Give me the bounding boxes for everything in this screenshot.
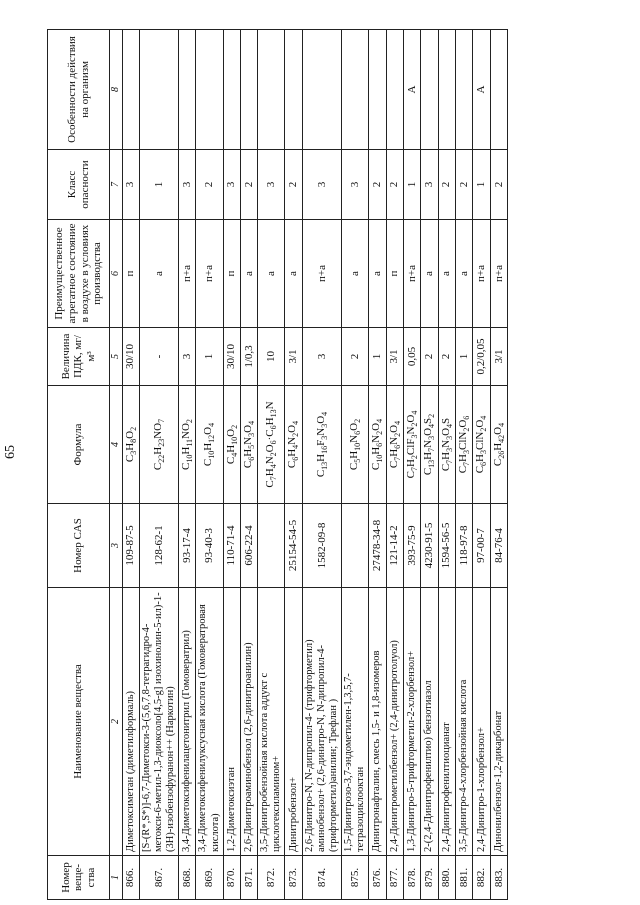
hazard-class: 1 (473, 150, 490, 220)
substance-name: [S-(R*,S*)]-6,7-Диметокси-3-(5,6,7,8-тетрагидро-4-метокси-6-метил-1,3-диоксоло[4,5-g] изохинолин-5-ил)-1-(3Н)-изобензофуранон++ (Наркотин) (139, 588, 178, 856)
col-index: 4 (110, 386, 123, 504)
table-container (47, 30, 627, 900)
table-row (456, 30, 473, 900)
chemical-formula: $C_{10}H_6N_2O_4$ (369, 386, 386, 504)
substance-number: 869. (196, 856, 223, 900)
substance-name: 1,5-Динитрозо-3,7-эндометилен-1,3,5,7- тетразоциклооктан (342, 588, 369, 856)
aggregate-state: п+а (403, 220, 420, 328)
cas-number: 110-71-4 (223, 504, 240, 588)
substance-number: 881. (456, 856, 473, 900)
hazard-class: 3 (342, 150, 369, 220)
substance-name: 2,4-Динитро-1-хлорбензол+ (473, 588, 490, 856)
substance-name: 1,3-Динитро-5-трифторметил-2-хлорбензол+ (403, 588, 420, 856)
substance-number: 877. (386, 856, 403, 900)
substance-number: 882. (473, 856, 490, 900)
chemical-formula: $C_{26}H_{42}O_4$ (490, 386, 507, 504)
aggregate-state: п+а (302, 220, 341, 328)
pdk-value: - (139, 328, 178, 386)
effect-note: А (473, 30, 490, 150)
table-row (438, 30, 455, 900)
substance-number: 868. (179, 856, 196, 900)
pdk-value: 10 (258, 328, 285, 386)
table-row (285, 30, 302, 900)
chemical-formula: $C_{22}H_{23}NO_7$ (139, 386, 178, 504)
substance-name: 2,4-Динитрометилбензол+ (2,4-динитротолуол) (386, 588, 403, 856)
aggregate-state: а (285, 220, 302, 328)
hazard-class: 3 (421, 150, 438, 220)
aggregate-state: п+а (196, 220, 223, 328)
substance-name: 1,2-Диметоксиэтан (223, 588, 240, 856)
effect-note (122, 30, 139, 150)
col-index: 1 (110, 856, 123, 900)
pdk-value: 3 (302, 328, 341, 386)
substance-number: 878. (403, 856, 420, 900)
cas-number: 27478-34-8 (369, 504, 386, 588)
chemical-formula: $C_7H_4N_2O_6\cdot C_6H_{13}N$ (258, 386, 285, 504)
pdk-value: 2 (421, 328, 438, 386)
aggregate-state: а (369, 220, 386, 328)
col-header-state: Преимущественное агрегатное состояние в воздухе в условиях производства (48, 220, 110, 328)
col-header-formula: Формула (48, 386, 110, 504)
table-row (302, 30, 341, 900)
table-row (369, 30, 386, 900)
col-index: 8 (110, 30, 123, 150)
cas-number: 606-22-4 (240, 504, 257, 588)
index-row (110, 30, 123, 900)
cas-number: 97-00-7 (473, 504, 490, 588)
substance-number: 875. (342, 856, 369, 900)
chemical-formula: $C_6H_5N_3O_4$ (240, 386, 257, 504)
effect-note (139, 30, 178, 150)
effect-note (179, 30, 196, 150)
aggregate-state: а (139, 220, 178, 328)
col-index: 2 (110, 588, 123, 856)
effect-note (490, 30, 507, 150)
cas-number: 118-97-8 (456, 504, 473, 588)
substance-name: 3,4-Диметоксифенилуксусная кислота (Гомовератровая кислота) (196, 588, 223, 856)
table-row (179, 30, 196, 900)
effect-note (342, 30, 369, 150)
aggregate-state: а (421, 220, 438, 328)
chemical-formula: $C_6H_3ClN_2O_4$ (473, 386, 490, 504)
aggregate-state: п+а (179, 220, 196, 328)
effect-note: А (403, 30, 420, 150)
effect-note (421, 30, 438, 150)
substance-name: 2,6-Динитроаминобензол (2,6-динитроанилин) (240, 588, 257, 856)
aggregate-state: а (456, 220, 473, 328)
chemical-formula: $C_7H_3ClN_2O_6$ (456, 386, 473, 504)
cas-number: 1594-56-5 (438, 504, 455, 588)
substances-table (47, 29, 508, 900)
chemical-formula: $C_6H_4N_2O_4$ (285, 386, 302, 504)
hazard-class: 3 (179, 150, 196, 220)
col-header-name: Наименование вещества (48, 588, 110, 856)
substance-number: 873. (285, 856, 302, 900)
cas-number: 128-62-1 (139, 504, 178, 588)
pdk-value: 0,2/0,05 (473, 328, 490, 386)
substance-number: 871. (240, 856, 257, 900)
col-index: 3 (110, 504, 123, 588)
hazard-class: 2 (240, 150, 257, 220)
chemical-formula: $C_7H_2ClF_3N_2O_4$ (403, 386, 420, 504)
table-row (490, 30, 507, 900)
cas-number (342, 504, 369, 588)
cas-number: 393-75-9 (403, 504, 420, 588)
aggregate-state: а (438, 220, 455, 328)
table-row (223, 30, 240, 900)
col-header-number: Номер веще-ства (48, 856, 110, 900)
chemical-formula: $C_7H_6N_2O_4$ (386, 386, 403, 504)
effect-note (302, 30, 341, 150)
pdk-value: 3/1 (490, 328, 507, 386)
table-row (196, 30, 223, 900)
table-row (258, 30, 285, 900)
col-header-class: Класс опасности (48, 150, 110, 220)
pdk-value: 30/10 (223, 328, 240, 386)
substance-name: Динитронафталин, смесь 1,5- и 1,8-изомеров (369, 588, 386, 856)
hazard-class: 2 (369, 150, 386, 220)
substance-number: 876. (369, 856, 386, 900)
pdk-value: 1 (196, 328, 223, 386)
table-row (386, 30, 403, 900)
effect-note (285, 30, 302, 150)
table-row (421, 30, 438, 900)
effect-note (386, 30, 403, 150)
table-row (122, 30, 139, 900)
cas-number (258, 504, 285, 588)
cas-number: 93-40-3 (196, 504, 223, 588)
hazard-class: 1 (139, 150, 178, 220)
substance-number: 866. (122, 856, 139, 900)
pdk-value: 2 (438, 328, 455, 386)
table-row (473, 30, 490, 900)
chemical-formula: $C_7H_3N_3O_4S$ (438, 386, 455, 504)
substance-number: 880. (438, 856, 455, 900)
page-number: 65 (3, 445, 18, 459)
col-index: 7 (110, 150, 123, 220)
pdk-value: 1 (369, 328, 386, 386)
hazard-class: 2 (386, 150, 403, 220)
pdk-value: 3/1 (285, 328, 302, 386)
cas-number: 109-87-5 (122, 504, 139, 588)
aggregate-state: п (386, 220, 403, 328)
substance-name: Динитробензол+ (285, 588, 302, 856)
table-row (403, 30, 420, 900)
substance-name: 3,5-Динитробензойная кислота аддукт с циклогексиламином+ (258, 588, 285, 856)
aggregate-state: а (258, 220, 285, 328)
col-index: 6 (110, 220, 123, 328)
effect-note (258, 30, 285, 150)
hazard-class: 2 (490, 150, 507, 220)
hazard-class: 2 (285, 150, 302, 220)
effect-note (369, 30, 386, 150)
substance-name: 2,4-Динитрофенилтиоцианат (438, 588, 455, 856)
pdk-value: 1 (456, 328, 473, 386)
hazard-class: 2 (196, 150, 223, 220)
substance-number: 867. (139, 856, 178, 900)
pdk-value: 3/1 (386, 328, 403, 386)
col-header-cas: Номер CAS (48, 504, 110, 588)
substance-number: 879. (421, 856, 438, 900)
chemical-formula: $C_{13}H_7N_3O_4S_2$ (421, 386, 438, 504)
chemical-formula: $C_{10}H_{11}NO_2$ (179, 386, 196, 504)
aggregate-state: п (122, 220, 139, 328)
effect-note (196, 30, 223, 150)
chemical-formula: $C_{13}H_{16}F_3N_3O_4$ (302, 386, 341, 504)
hazard-class: 3 (223, 150, 240, 220)
substance-name: 2-(2,4-Динитрофенилтио) бензотиазол (421, 588, 438, 856)
chemical-formula: $C_4H_{10}O_2$ (223, 386, 240, 504)
pdk-value: 1/0,3 (240, 328, 257, 386)
table-row (139, 30, 178, 900)
pdk-value: 3 (179, 328, 196, 386)
table-row (240, 30, 257, 900)
hazard-class: 2 (456, 150, 473, 220)
header-row (48, 30, 110, 900)
substance-name: 3,4-Диметоксифенилацетонитрил (Гомовератрил) (179, 588, 196, 856)
substance-name: Динонилбензол-1,2-дикарбонат (490, 588, 507, 856)
effect-note (456, 30, 473, 150)
substance-name: 3,5-Динитро-4-хлорбензойная кислота (456, 588, 473, 856)
cas-number: 4230-91-5 (421, 504, 438, 588)
table-body (122, 30, 508, 900)
pdk-value: 0,05 (403, 328, 420, 386)
cas-number: 84-76-4 (490, 504, 507, 588)
aggregate-state: а (342, 220, 369, 328)
substance-number: 874. (302, 856, 341, 900)
aggregate-state: а (240, 220, 257, 328)
chemical-formula: $C_5H_{10}N_6O_2$ (342, 386, 369, 504)
rotated-page (47, 30, 627, 900)
table-row (342, 30, 369, 900)
pdk-value: 2 (342, 328, 369, 386)
chemical-formula: $C_{10}H_{12}O_4$ (196, 386, 223, 504)
effect-note (240, 30, 257, 150)
col-header-effect: Особенности действия на организм (48, 30, 110, 150)
cas-number: 93-17-4 (179, 504, 196, 588)
aggregate-state: п (223, 220, 240, 328)
substance-number: 870. (223, 856, 240, 900)
substance-number: 883. (490, 856, 507, 900)
substance-name: Диметоксиметан (диметилформаль) (122, 588, 139, 856)
hazard-class: 3 (302, 150, 341, 220)
cas-number: 121-14-2 (386, 504, 403, 588)
effect-note (223, 30, 240, 150)
substance-name: 2,6-Динитро-N, N-дипропил-4- (трифторметил) аминобензол+ (2,6-динитро-N, N-дипропил-4- (трифторметил)анилин; Трефлан ) (302, 588, 341, 856)
hazard-class: 2 (438, 150, 455, 220)
hazard-class: 3 (122, 150, 139, 220)
aggregate-state: п+а (473, 220, 490, 328)
hazard-class: 3 (258, 150, 285, 220)
hazard-class: 1 (403, 150, 420, 220)
pdk-value: 30/10 (122, 328, 139, 386)
effect-note (438, 30, 455, 150)
cas-number: 1582-09-8 (302, 504, 341, 588)
cas-number: 25154-54-5 (285, 504, 302, 588)
chemical-formula: $C_3H_8O_2$ (122, 386, 139, 504)
substance-number: 872. (258, 856, 285, 900)
col-index: 5 (110, 328, 123, 386)
col-header-pdk: Величина ПДК, мг/м³ (48, 328, 110, 386)
aggregate-state: п+а (490, 220, 507, 328)
